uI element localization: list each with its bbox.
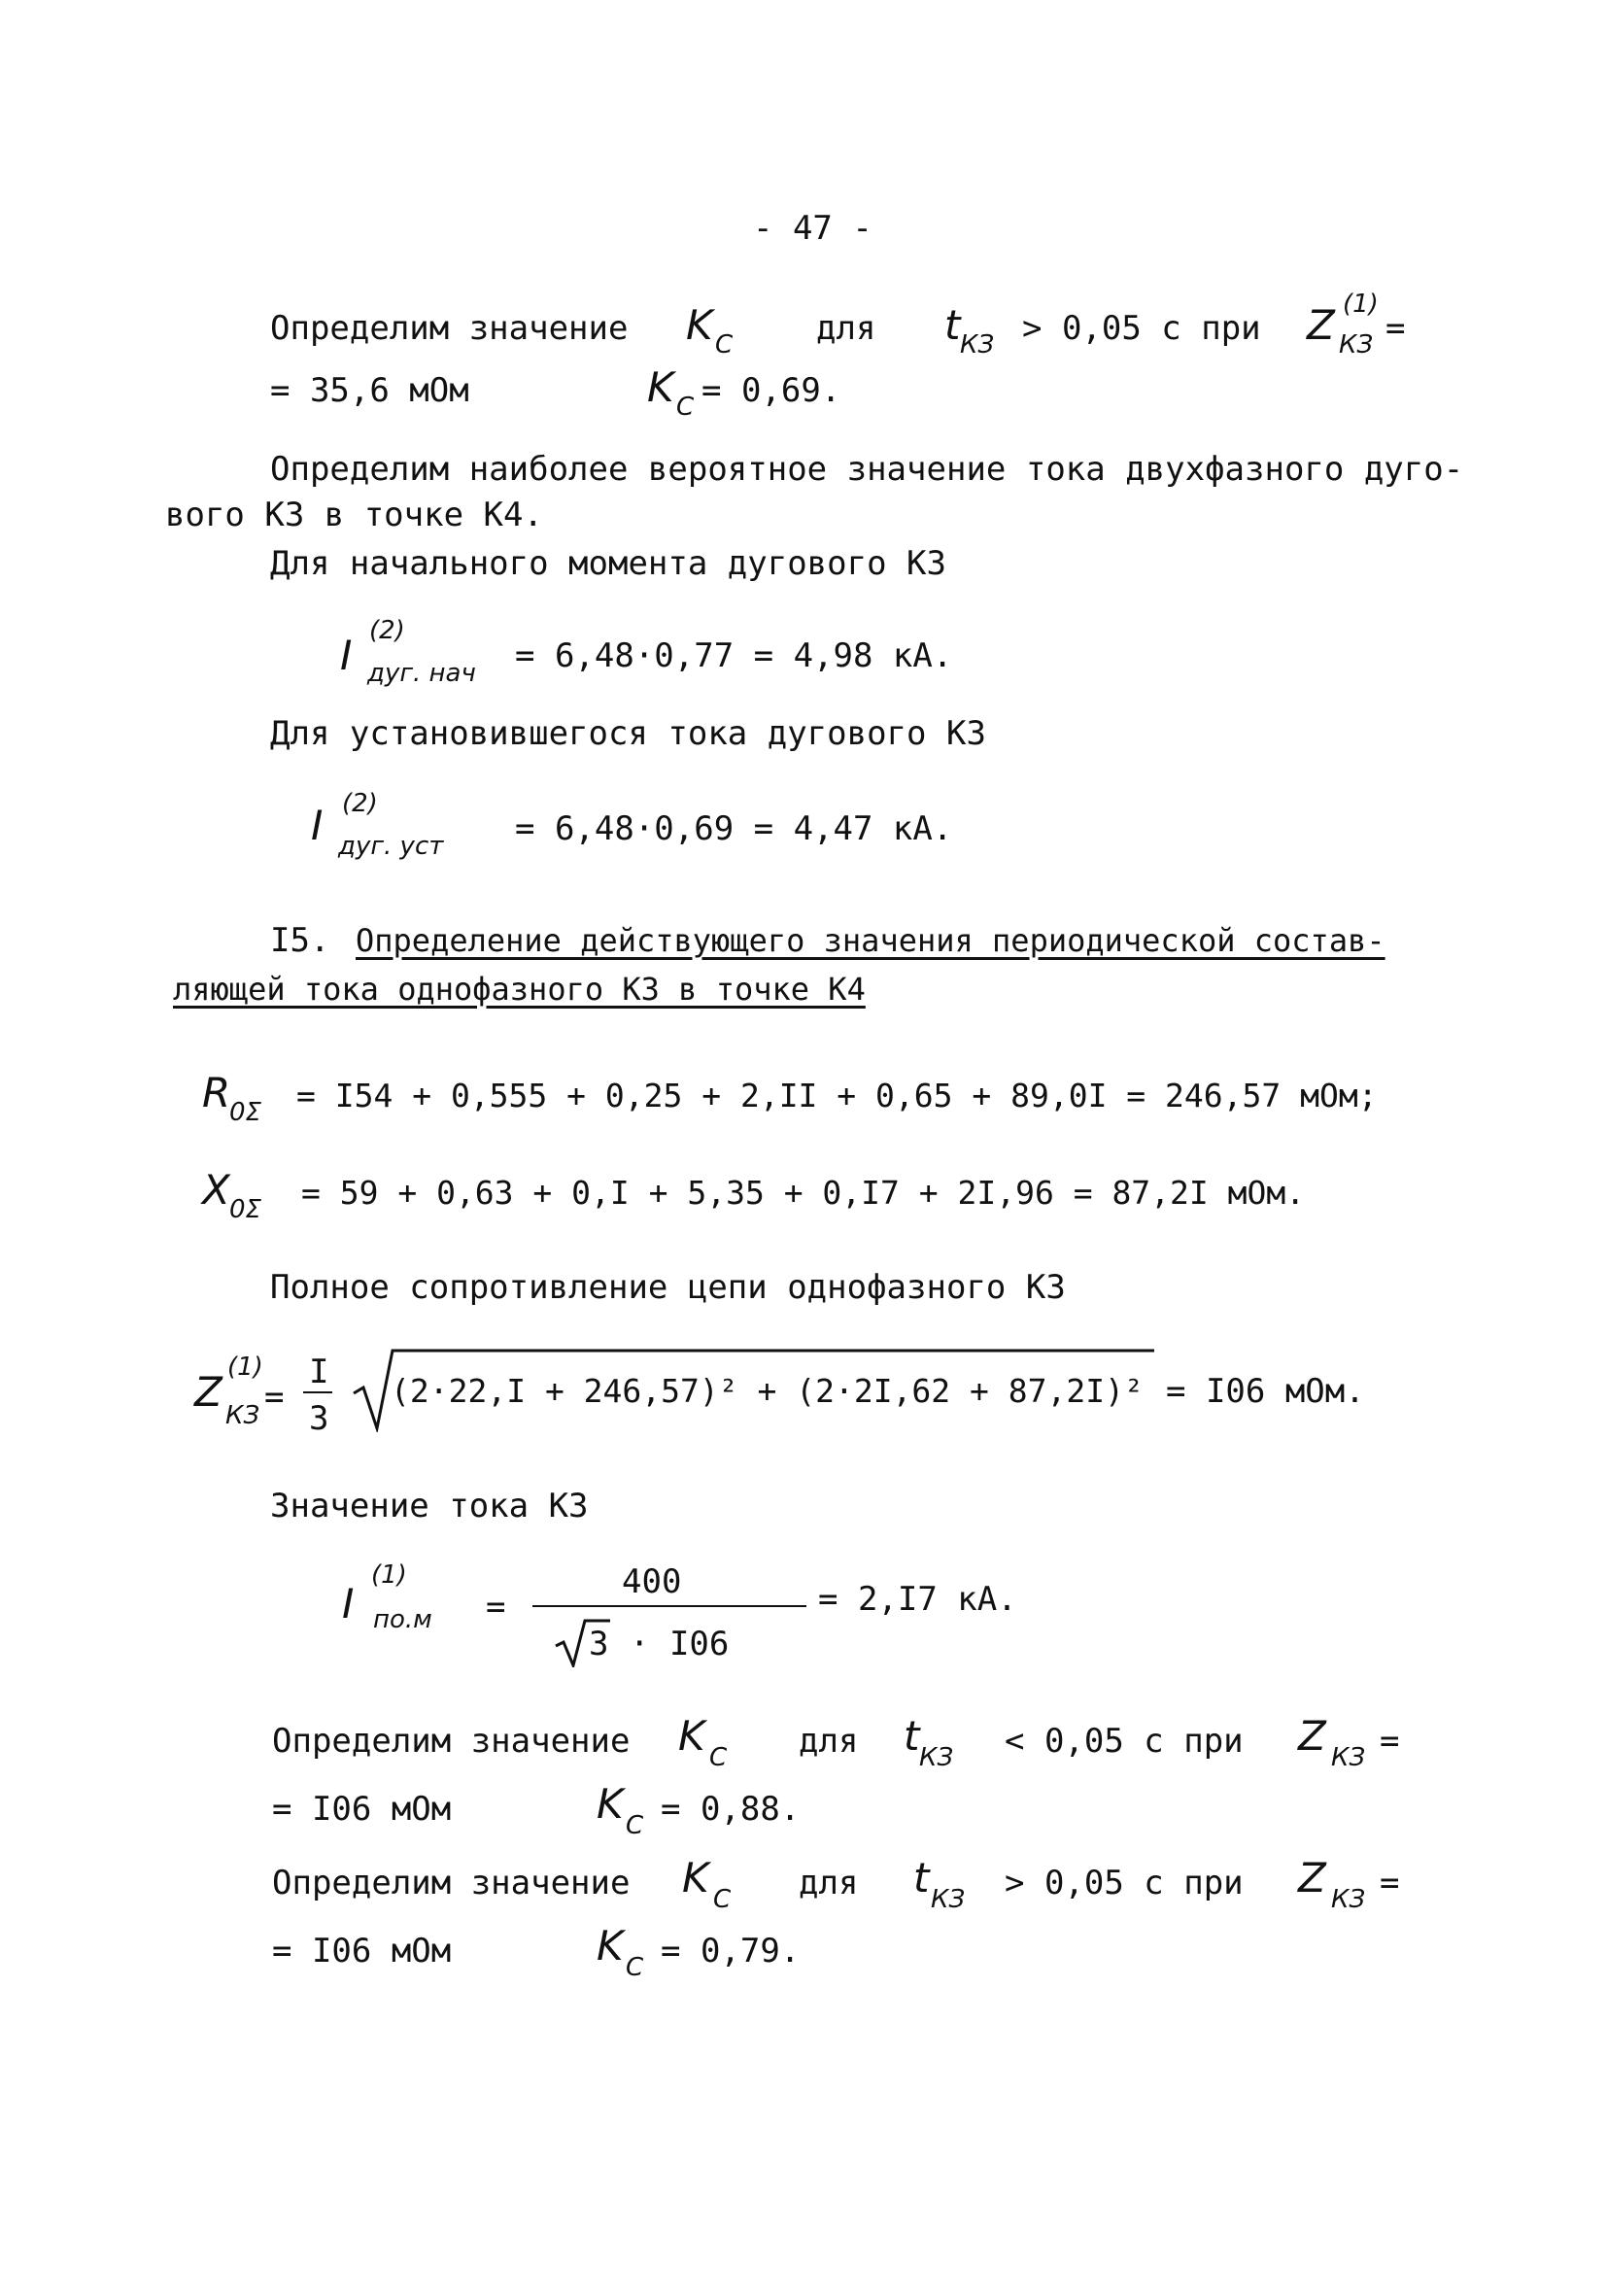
z-value: = I06 мОм bbox=[272, 1932, 452, 1970]
section-number: I5. bbox=[270, 921, 330, 960]
z-equals: = bbox=[1380, 1722, 1400, 1761]
z-symbol: Z bbox=[1298, 1712, 1326, 1760]
t-symbol: t bbox=[904, 1712, 920, 1760]
i-symbol: I bbox=[342, 1580, 355, 1628]
kc-result-value: = 0,88. bbox=[661, 1790, 801, 1829]
kc-result-symbol: K bbox=[647, 363, 674, 411]
t-symbol: t bbox=[944, 301, 961, 349]
z-result: = I06 мОм. bbox=[1166, 1372, 1365, 1411]
x-symbol-sub: 0Σ bbox=[229, 1195, 261, 1224]
i-numerator: 400 bbox=[622, 1562, 682, 1601]
fraction-bar bbox=[303, 1391, 332, 1393]
i-den-rest: · I06 bbox=[630, 1625, 730, 1663]
kc-label: Определим значение bbox=[272, 1864, 631, 1902]
kc-symbol: K bbox=[678, 1712, 705, 1760]
i-equals: = bbox=[486, 1588, 506, 1627]
z-value: = I06 мОм bbox=[272, 1790, 452, 1829]
formula-expression: = I54 + 0,555 + 0,25 + 2,II + 0,65 + 89,0I = 246,57 мОм; bbox=[296, 1077, 1378, 1114]
kc-result-value: = 0,79. bbox=[661, 1932, 801, 1970]
dla-word: для bbox=[799, 1722, 859, 1761]
kc-result-value: = 0,69. bbox=[701, 371, 841, 410]
fraction-bar bbox=[532, 1605, 806, 1607]
z-symbol-sub: КЗ bbox=[225, 1401, 260, 1430]
kc-symbol-sub: C bbox=[713, 1885, 732, 1914]
comparison: < 0,05 с при bbox=[1005, 1722, 1244, 1761]
text-line: Определим наиболее вероятное значение тока двухфазного дуго- bbox=[270, 450, 1464, 489]
fraction-numerator: I bbox=[309, 1353, 329, 1391]
formula-expression: = 59 + 0,63 + 0,I + 5,35 + 0,I7 + 2I,96 = 87,2I мОм. bbox=[301, 1174, 1306, 1212]
z-equals: = bbox=[1385, 309, 1406, 348]
kc-result-sub: C bbox=[626, 1953, 644, 1982]
i-symbol-sub: дуг. уст bbox=[338, 832, 444, 861]
text-line: Для начального момента дугового КЗ bbox=[270, 544, 946, 583]
i-symbol-sup: (1) bbox=[371, 1560, 407, 1590]
z-symbol-sup: (1) bbox=[227, 1353, 263, 1382]
i-symbol-sub: по.м bbox=[373, 1605, 432, 1634]
z-equals: = bbox=[264, 1378, 285, 1417]
r-symbol: R bbox=[202, 1069, 231, 1116]
z-symbol-sup: (1) bbox=[1343, 290, 1379, 319]
z-symbol: Z bbox=[1307, 301, 1335, 349]
fraction-denominator: 3 bbox=[309, 1399, 329, 1438]
kc-label: Определим значение bbox=[270, 309, 629, 348]
text-line: Для установившегося тока дугового КЗ bbox=[270, 714, 986, 753]
z-symbol-sub: КЗ bbox=[1339, 330, 1374, 360]
i-symbol-sub: дуг. нач bbox=[367, 659, 476, 688]
z-symbol-sub: КЗ bbox=[1331, 1743, 1366, 1772]
dla-word: для bbox=[816, 309, 876, 348]
i-symbol-sup: (2) bbox=[342, 789, 378, 818]
z-equals: = bbox=[1380, 1864, 1400, 1902]
formula-expression: = 6,48·0,77 = 4,98 кА. bbox=[515, 636, 953, 675]
comparison: > 0,05 с при bbox=[1022, 309, 1261, 348]
text-line: вого КЗ в точке К4. bbox=[165, 496, 543, 534]
z-value: = 35,6 мОм bbox=[270, 371, 469, 410]
section-title-line-1: Определение действующего значения периодической состав- bbox=[356, 922, 1385, 959]
dla-word: для bbox=[799, 1864, 859, 1902]
r-symbol-sub: 0Σ bbox=[229, 1098, 261, 1127]
text-line: Значение тока КЗ bbox=[270, 1487, 589, 1525]
kc-result-sub: C bbox=[676, 393, 695, 422]
comparison: > 0,05 с при bbox=[1005, 1864, 1244, 1902]
t-symbol: t bbox=[913, 1854, 930, 1902]
kc-result-symbol: K bbox=[597, 1922, 624, 1970]
section-title-line-2: ляющей тока однофазного КЗ в точке К4 bbox=[173, 971, 866, 1008]
i-den-root: 3 bbox=[589, 1625, 609, 1663]
t-symbol-sub: КЗ bbox=[931, 1885, 966, 1914]
t-symbol-sub: КЗ bbox=[960, 330, 995, 360]
radicand: (2·22,I + 246,57)² + (2·2I,62 + 87,2I)² bbox=[391, 1372, 1144, 1410]
i-result: = 2,I7 кА. bbox=[818, 1580, 1017, 1619]
kc-symbol-sub: C bbox=[709, 1743, 728, 1772]
kc-symbol: K bbox=[686, 301, 713, 349]
kc-label: Определим значение bbox=[272, 1722, 631, 1761]
t-symbol-sub: КЗ bbox=[919, 1743, 954, 1772]
kc-symbol-sub: C bbox=[715, 330, 734, 360]
kc-symbol: K bbox=[682, 1854, 709, 1902]
z-symbol-sub: КЗ bbox=[1331, 1885, 1366, 1914]
text-line: Полное сопротивление цепи однофазного КЗ bbox=[270, 1268, 1066, 1307]
z-symbol: Z bbox=[1298, 1854, 1326, 1902]
i-symbol: I bbox=[311, 802, 324, 849]
formula-expression: = 6,48·0,69 = 4,47 кА. bbox=[515, 809, 953, 848]
i-symbol: I bbox=[340, 632, 353, 679]
kc-result-sub: C bbox=[626, 1811, 644, 1840]
page-number: - 47 - bbox=[753, 209, 872, 248]
z-symbol: Z bbox=[194, 1368, 222, 1416]
i-symbol-sup: (2) bbox=[369, 616, 405, 645]
x-symbol: X bbox=[202, 1166, 230, 1214]
kc-result-symbol: K bbox=[597, 1780, 624, 1828]
